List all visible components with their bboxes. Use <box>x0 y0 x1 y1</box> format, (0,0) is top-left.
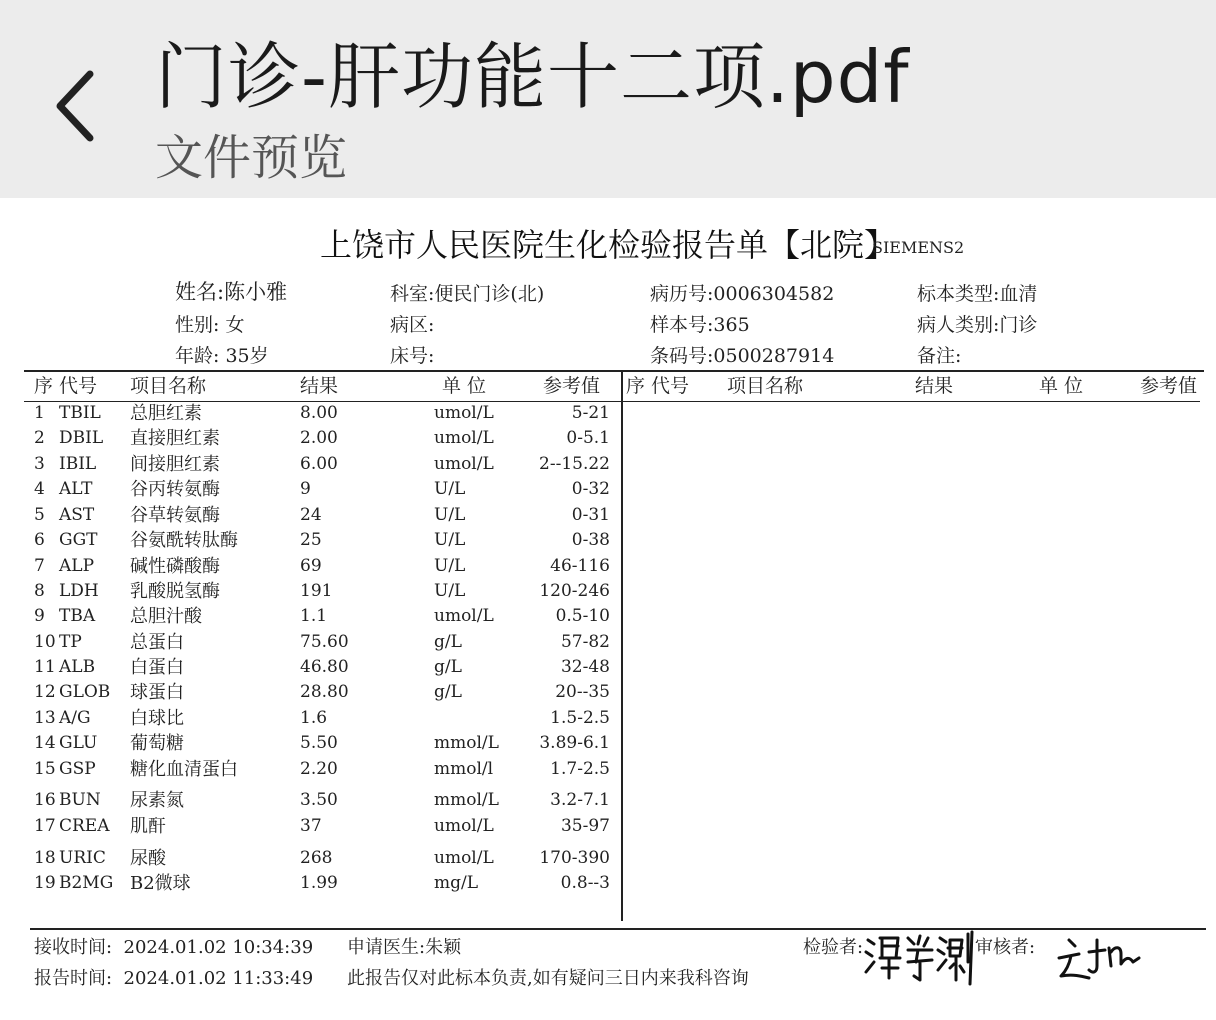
reviewer-label: 审核者: <box>975 937 1036 958</box>
table-row: 13 A/G 白球比 1.6 1.5-2.5 <box>34 708 610 729</box>
col-result-right: 结果 <box>915 375 954 397</box>
report-time: 报告时间: 2024.01.02 11:33:49 <box>34 968 314 989</box>
table-row: 10 TP 总蛋白 75.60 g/L 57-82 <box>34 632 610 653</box>
barcode-field: 条码号:0500287914 <box>650 345 835 367</box>
table-top-rule <box>24 370 1204 372</box>
table-row: 16 BUN 尿素氮 3.50 mmol/L 3.2-7.1 <box>34 790 610 811</box>
patient-gender-field: 性别: 女 <box>175 314 245 336</box>
table-row: 9 TBA 总胆汁酸 1.1 umol/L 0.5-10 <box>34 606 610 627</box>
specimen-type-field: 标本类型:血清 <box>917 283 1038 305</box>
col-item-name-right: 项目名称 <box>727 375 804 397</box>
col-seq-code-right: 序 代号 <box>626 375 690 397</box>
record-number-field: 病历号:0006304582 <box>650 283 835 305</box>
patient-type-field: 病人类别:门诊 <box>917 314 1038 336</box>
table-row: 4 ALT 谷丙转氨酶 9 U/L 0-32 <box>34 479 610 500</box>
table-row: 3 IBIL 间接胆红素 6.00 umol/L 2--15.22 <box>34 454 610 475</box>
col-seq-code: 序 代号 <box>34 375 98 397</box>
col-result: 结果 <box>300 375 339 397</box>
table-bottom-rule <box>30 928 1206 930</box>
col-item-name: 项目名称 <box>130 375 207 397</box>
col-unit: 单 位 <box>442 375 487 397</box>
file-title: 门诊-肝功能十二项.pdf <box>155 35 910 119</box>
patient-name-field: 姓名:陈小雅 <box>175 280 288 304</box>
report-title: 上饶市人民医院生化检验报告单【北院】 <box>320 226 897 264</box>
reviewer-signature <box>1055 932 1145 984</box>
receive-time: 接收时间: 2024.01.02 10:34:39 <box>34 937 314 958</box>
note-field: 备注: <box>917 345 962 367</box>
col-reference-right: 参考值 <box>1140 375 1198 397</box>
inspector-signature <box>862 928 974 986</box>
table-row: 5 AST 谷草转氨酶 24 U/L 0-31 <box>34 505 610 526</box>
table-row: 1 TBIL 总胆红素 8.00 umol/L 5-21 <box>34 403 610 424</box>
device-label: SIEMENS2 <box>872 238 965 257</box>
table-row: 7 ALP 碱性磷酸酶 69 U/L 46-116 <box>34 556 610 577</box>
chevron-left-icon <box>50 68 110 144</box>
table-row: 11 ALB 白蛋白 46.80 g/L 32-48 <box>34 657 610 678</box>
dept-field: 科室:便民门诊(北) <box>390 283 545 305</box>
table-row: 2 DBIL 直接胆红素 2.00 umol/L 0-5.1 <box>34 428 610 449</box>
table-row: 18 URIC 尿酸 268 umol/L 170-390 <box>34 848 610 869</box>
table-row: 12 GLOB 球蛋白 28.80 g/L 20--35 <box>34 682 610 703</box>
patient-age-field: 年龄: 35岁 <box>175 345 269 367</box>
table-row: 14 GLU 葡萄糖 5.50 mmol/L 3.89-6.1 <box>34 733 610 754</box>
col-unit-right: 单 位 <box>1039 375 1084 397</box>
table-row: 15 GSP 糖化血清蛋白 2.20 mmol/l 1.7-2.5 <box>34 759 610 780</box>
preview-header <box>0 0 1216 198</box>
ward-field: 病区: <box>390 314 435 336</box>
disclaimer: 此报告仅对此标本负责,如有疑问三日内来我科咨询 <box>347 968 749 989</box>
back-button[interactable] <box>50 68 110 144</box>
inspector-label: 检验者: <box>803 937 864 958</box>
requesting-doctor: 申请医生:朱颖 <box>347 937 462 958</box>
table-row: 6 GGT 谷氨酰转肽酶 25 U/L 0-38 <box>34 530 610 551</box>
table-row: 8 LDH 乳酸脱氢酶 191 U/L 120-246 <box>34 581 610 602</box>
col-reference: 参考值 <box>543 375 601 397</box>
file-preview-subtitle: 文件预览 <box>155 130 348 186</box>
patient-name: 陈小雅 <box>224 280 288 304</box>
table-center-divider <box>621 371 623 921</box>
table-row: 19 B2MG B2微球 1.99 mg/L 0.8--3 <box>34 873 610 894</box>
sample-number-field: 样本号:365 <box>650 314 750 336</box>
bed-field: 床号: <box>390 345 435 367</box>
table-row: 17 CREA 肌酐 37 umol/L 35-97 <box>34 816 610 837</box>
